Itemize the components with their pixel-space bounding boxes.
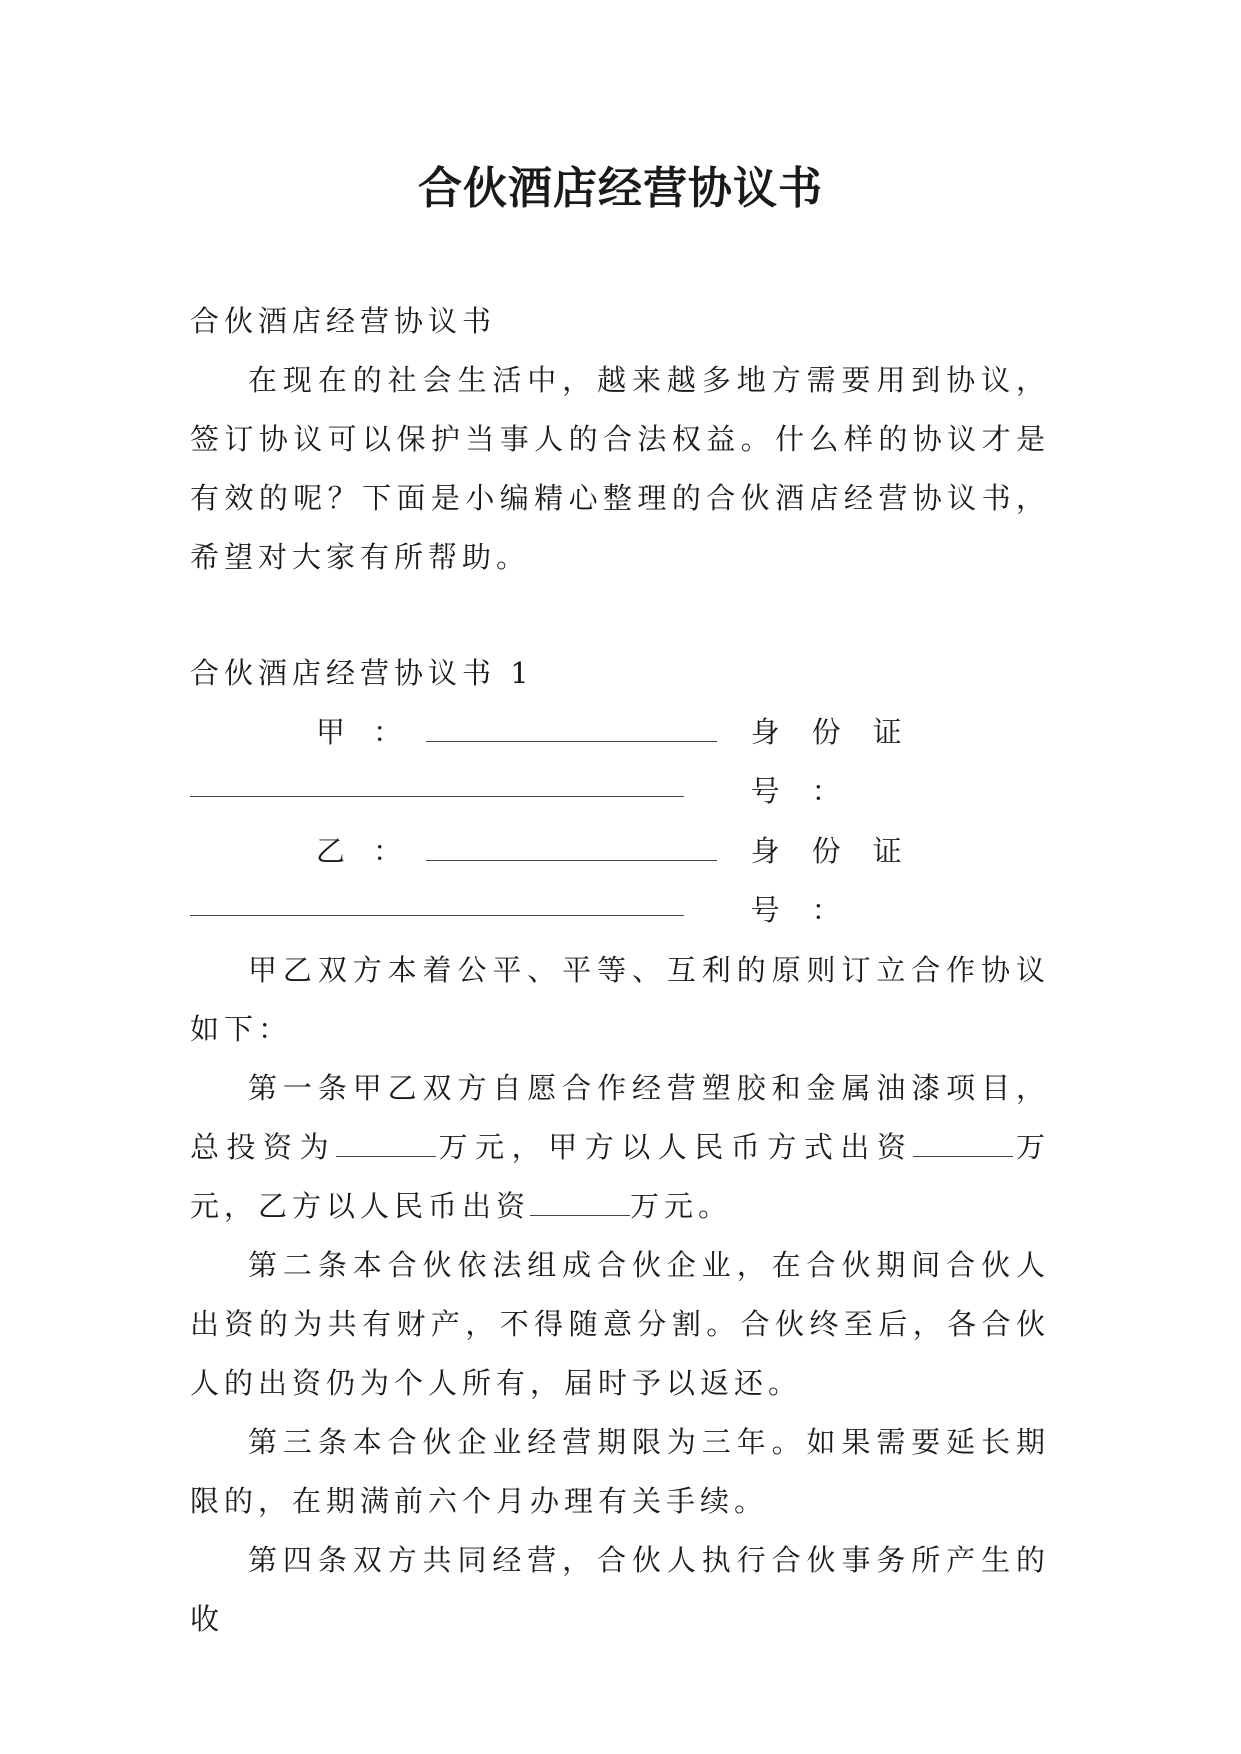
principle-paragraph: 甲乙双方本着公平、平等、互利的原则订立合作协议如下： xyxy=(190,953,1050,1046)
party-a-id-blank xyxy=(190,762,684,797)
party-b-line xyxy=(190,822,1050,927)
article-2: 第二条本合伙依法组成合伙企业，在合伙期间合伙人出资的为共有财产，不得随意分割。合伙终至后，各合伙人的出资仍为个人所有，届时予以返还。 xyxy=(190,1248,1050,1400)
intro-heading: 合伙酒店经营协议书 xyxy=(190,304,497,338)
party-b-label: 乙： xyxy=(316,834,431,868)
article-3: 第三条本合伙企业经营期限为三年。如果需要延长期限的，在期满前六个月办理有关手续。 xyxy=(190,1425,1050,1518)
article-1 xyxy=(190,1059,1050,1236)
section-gap xyxy=(190,587,1050,644)
article-1-text-4: 万元。 xyxy=(630,1189,733,1223)
party-a-label: 甲： xyxy=(316,715,431,749)
total-investment-blank xyxy=(336,1132,436,1157)
party-a-name-blank xyxy=(426,717,717,742)
intro-paragraph: 在现在的社会生活中，越来越多地方需要用到协议，签订协议可以保护当事人的合法权益。什么样的协议才是有效的呢？下面是小编精心整理的合伙酒店经营协议书，希望对大家有所帮助。 xyxy=(190,363,1050,574)
document-title: 合伙酒店经营协议书 xyxy=(418,163,823,214)
article-1-text-2: 万元，甲方以人民币方式出资 xyxy=(436,1130,914,1164)
party-a-id-label: 身份证号： xyxy=(750,715,934,808)
party-b-investment-blank xyxy=(530,1191,630,1216)
party-a-investment-blank xyxy=(913,1132,1013,1157)
document-body xyxy=(190,292,1050,1649)
article-1-text-3: 万元，乙方以人民币出资 xyxy=(190,1130,1050,1223)
party-b-id-label: 身份证号： xyxy=(750,834,934,927)
article-1-text-1: 第一条甲乙双方自愿合作经营塑胶和金属油漆项目，总投资为 xyxy=(190,1071,1050,1164)
article-4: 第四条双方共同经营，合伙人执行合伙事务所产生的收 xyxy=(190,1543,1050,1636)
section-heading: 合伙酒店经营协议书 1 xyxy=(190,656,534,690)
party-a-line xyxy=(190,703,1050,808)
party-b-name-blank xyxy=(426,836,717,861)
party-b-id-blank xyxy=(190,881,684,916)
